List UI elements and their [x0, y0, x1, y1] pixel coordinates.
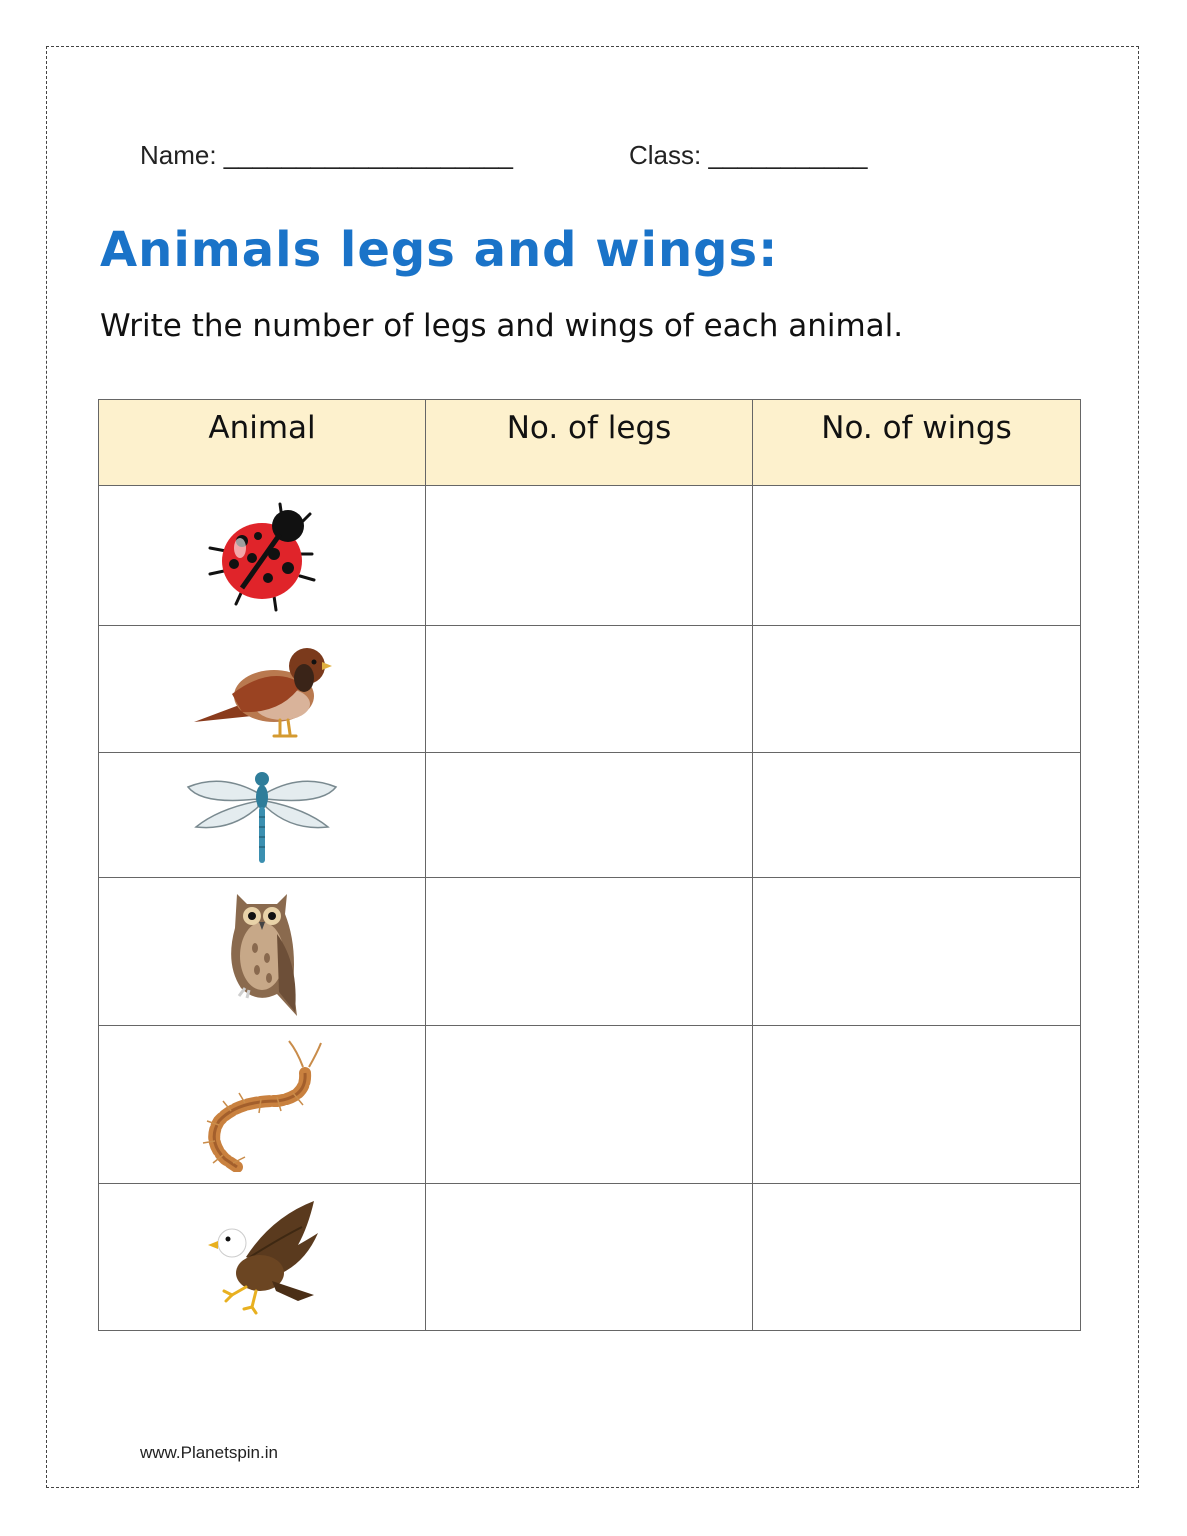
- owl-icon: [217, 884, 307, 1019]
- legs-answer-cell[interactable]: [426, 626, 753, 753]
- table-row: [99, 1184, 1081, 1331]
- table-row: [99, 878, 1081, 1026]
- wings-answer-cell[interactable]: [753, 1026, 1081, 1184]
- wings-answer-cell[interactable]: [753, 878, 1081, 1026]
- wings-answer-cell[interactable]: [753, 486, 1081, 626]
- animal-cell: [99, 1184, 426, 1331]
- wings-answer-cell[interactable]: [753, 753, 1081, 878]
- worksheet-title: Animals legs and wings:: [100, 222, 779, 278]
- wings-answer-cell[interactable]: [753, 626, 1081, 753]
- sparrow-icon: [192, 634, 332, 744]
- dragonfly-icon: [182, 765, 342, 865]
- table-row: [99, 626, 1081, 753]
- animal-cell: [99, 878, 426, 1026]
- animal-table: [98, 399, 1081, 1331]
- column-header-legs: No. of legs: [426, 400, 753, 486]
- centipede-icon: [197, 1037, 327, 1172]
- wings-answer-cell[interactable]: [753, 1184, 1081, 1331]
- class-field: Class: ___________: [629, 140, 868, 170]
- legs-answer-cell[interactable]: [426, 878, 753, 1026]
- table-row: [99, 753, 1081, 878]
- animal-cell: [99, 1026, 426, 1184]
- table-row: [99, 1026, 1081, 1184]
- ladybug-icon: [202, 496, 322, 616]
- animal-cell: [99, 753, 426, 878]
- footer-website: www.Planetspin.in: [140, 1443, 278, 1462]
- legs-answer-cell[interactable]: [426, 1184, 753, 1331]
- name-field: Name: ____________________: [140, 140, 514, 170]
- animal-cell: [99, 486, 426, 626]
- column-header-animal: Animal: [99, 400, 426, 486]
- table-header-row: [99, 400, 1081, 486]
- legs-answer-cell[interactable]: [426, 486, 753, 626]
- legs-answer-cell[interactable]: [426, 1026, 753, 1184]
- animal-cell: [99, 626, 426, 753]
- eagle-icon: [202, 1197, 322, 1317]
- instruction-text: Write the number of legs and wings of each animal.: [100, 308, 904, 344]
- table-row: [99, 486, 1081, 626]
- legs-answer-cell[interactable]: [426, 753, 753, 878]
- column-header-wings: No. of wings: [753, 400, 1081, 486]
